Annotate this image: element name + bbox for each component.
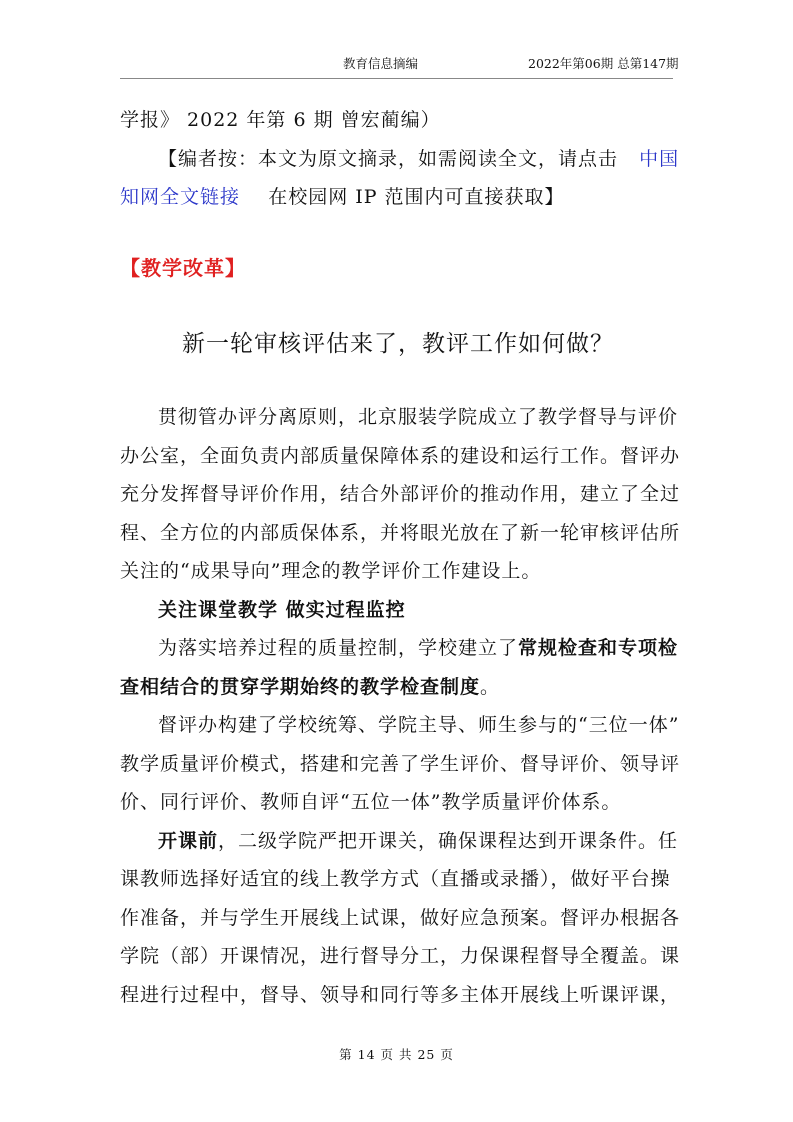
publication-name: 教育信息摘编	[343, 56, 419, 71]
para1-line: 贯彻管办评分离原则，北京服装学院成立了教学督导与评价	[158, 406, 679, 428]
para3-line: 价、同行评价、教师自评“五位一体”教学质量评价体系。	[120, 791, 622, 813]
para2-prefix: 为落实培养过程的质量控制，学校建立了	[158, 637, 519, 659]
editor-note-prefix: 【编者按：本文为原文摘录，如需阅读全文，请点击	[158, 147, 619, 170]
para4-line: 作准备，并与学生开展线上试课，做好应急预案。督评办根据各	[120, 906, 681, 929]
editor-note-line1	[120, 140, 680, 179]
para4-line: 课教师选择好适宜的线上教学方式（直播或录播），做好平台操	[120, 868, 671, 890]
para2-end: 。	[480, 675, 501, 698]
editor-note-suffix: 在校园网 IP 范围内可直接获取】	[268, 186, 565, 208]
page-footer: 第 14 页 共 25 页	[339, 1047, 454, 1062]
cnki-link-part1[interactable]: 中国	[639, 147, 680, 170]
para2-line1	[120, 629, 679, 668]
article-title: 新一轮审核评估来了，教评工作如何做？	[182, 331, 614, 357]
para4-line1	[120, 822, 679, 861]
page-header	[0, 54, 793, 74]
header-divider	[120, 78, 673, 79]
para4-line1-rest: ，二级学院严把开课关，确保课程达到开课条件。任	[218, 829, 679, 852]
para4-lead: 开课前	[158, 829, 219, 852]
para2-bold: 查相结合的贯穿学期始终的教学检查制度	[120, 675, 481, 698]
issue-info: 2022年第06期 总第147期	[528, 56, 679, 71]
para4-line: 学院（部）开课情况，进行督导分工，力保课程督导全覆盖。课	[120, 945, 681, 967]
cnki-link-part2[interactable]: 知网全文链接	[120, 186, 241, 208]
para2-line2	[120, 668, 676, 707]
section-tag: 【教学改革】	[120, 256, 246, 280]
para2-bold: 常规检查和专项检	[518, 637, 679, 659]
intro-block	[120, 101, 680, 217]
subheading: 关注课堂教学 做实过程监控	[158, 598, 406, 621]
para4-line: 程进行过程中，督导、领导和同行等多主体开展线上听课评课，	[120, 983, 681, 1006]
para3-line: 教学质量评价模式，搭建和完善了学生评价、督导评价、领导评	[120, 752, 681, 775]
para3-line: 督评办构建了学校统筹、学院主导、师生参与的“三位一体”	[158, 714, 680, 736]
para1-line: 程、全方位的内部质保体系，并将眼光放在了新一轮审核评估所	[120, 521, 681, 544]
article-body	[120, 398, 681, 1014]
para1-line: 办公室，全面负责内部质量保障体系的建设和运行工作。督评办	[120, 444, 681, 467]
para1-line: 关注的“成果导向”理念的教学评价工作建设上。	[120, 560, 542, 582]
source-line: 学报》 2022 年第 6 期 曾宏蔺编）	[120, 109, 441, 131]
editor-note-line2	[120, 178, 676, 217]
para1-line: 充分发挥督导评价作用，结合外部评价的推动作用，建立了全过	[120, 483, 681, 505]
